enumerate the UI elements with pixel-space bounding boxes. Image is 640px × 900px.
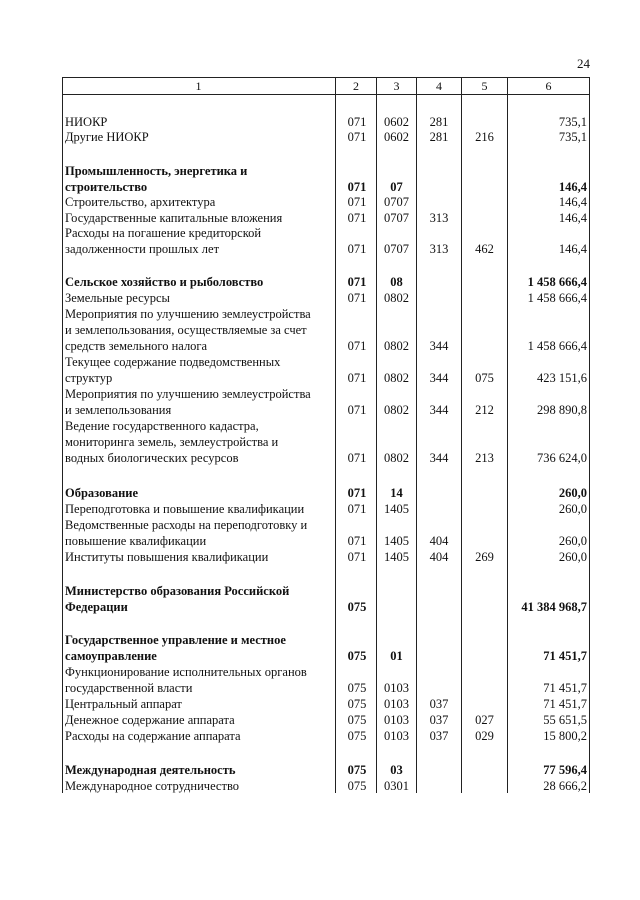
amount-value xyxy=(508,386,587,402)
col4-code xyxy=(417,225,461,241)
col5-code xyxy=(462,225,507,241)
col4-code: 344 xyxy=(429,451,449,465)
amount-value xyxy=(508,225,587,241)
col5-code xyxy=(462,194,507,210)
col2-code: 071 xyxy=(347,550,367,564)
amount-value: 71 451,7 xyxy=(543,649,587,663)
col5-code xyxy=(462,290,507,306)
table-row xyxy=(62,549,590,565)
col3-code xyxy=(377,322,416,338)
amount-value: 423 151,6 xyxy=(537,371,587,385)
row-label: Переподготовка и повышение квалификации xyxy=(65,502,305,516)
col4-code xyxy=(417,386,461,402)
col3-code: 0802 xyxy=(384,371,409,385)
col2-code xyxy=(338,354,376,370)
amount-value: 146,4 xyxy=(558,211,587,225)
col5-code xyxy=(462,762,507,778)
col2-code xyxy=(338,583,376,599)
column-header-6: 6 xyxy=(545,79,552,93)
col2-code xyxy=(338,322,376,338)
col3-code xyxy=(377,583,416,599)
col3-code: 03 xyxy=(390,763,403,777)
amount-value: 260,0 xyxy=(558,502,587,516)
table-row xyxy=(62,370,590,386)
amount-value: 1 458 666,4 xyxy=(527,291,587,305)
col4-code xyxy=(417,501,461,517)
amount-value: 71 451,7 xyxy=(543,681,587,695)
col3-code: 0707 xyxy=(384,211,409,225)
col5-code: 216 xyxy=(475,130,494,144)
table-row xyxy=(62,599,590,615)
row-label: Ведение государственного кадастра, xyxy=(65,419,259,433)
amount-value: 146,4 xyxy=(558,180,587,194)
row-label: и землепользования, осуществляемые за счет xyxy=(65,323,307,337)
col4-code: 344 xyxy=(429,403,449,417)
col2-code: 071 xyxy=(347,211,367,225)
col5-code xyxy=(462,210,507,226)
col2-code: 075 xyxy=(347,729,367,743)
col5-code xyxy=(462,648,507,664)
row-label: Мероприятия по улучшению землеустройства xyxy=(65,387,311,401)
col4-code xyxy=(417,306,461,322)
amount-value: 1 458 666,4 xyxy=(527,275,587,289)
col5-code xyxy=(462,306,507,322)
amount-value xyxy=(508,306,587,322)
col5-code xyxy=(462,179,507,195)
col4-code: 281 xyxy=(429,130,449,144)
table-row xyxy=(62,129,590,145)
amount-value xyxy=(508,632,587,648)
amount-value: 15 800,2 xyxy=(543,729,587,743)
row-label: Функционирование исполнительных органов xyxy=(65,665,307,679)
col4-code xyxy=(417,778,461,794)
row-label: мониторинга земель, землеустройства и xyxy=(65,435,279,449)
row-label: Промышленность, энергетика и xyxy=(65,164,248,178)
col4-code xyxy=(417,648,461,664)
col2-code: 071 xyxy=(347,275,367,289)
col2-code xyxy=(338,163,376,179)
col4-code: 344 xyxy=(429,371,449,385)
amount-value: 28 666,2 xyxy=(543,779,587,793)
col2-code: 071 xyxy=(347,534,367,548)
table-header xyxy=(62,77,590,95)
table-row xyxy=(62,517,590,533)
amount-value: 146,4 xyxy=(558,195,587,209)
col4-code xyxy=(417,485,461,501)
table-row xyxy=(62,418,590,434)
page-number: 24 xyxy=(577,56,590,71)
col4-code xyxy=(417,434,461,450)
table-row xyxy=(62,696,590,712)
table-row xyxy=(62,290,590,306)
col3-code: 1405 xyxy=(384,550,409,564)
col3-code: 0802 xyxy=(384,291,409,305)
col2-code: 071 xyxy=(347,486,367,500)
col3-code: 1405 xyxy=(384,534,409,548)
table-row xyxy=(62,434,590,450)
amount-value xyxy=(508,354,587,370)
row-label: Государственные капитальные вложения xyxy=(65,211,283,225)
table-row xyxy=(62,274,590,290)
col3-code xyxy=(377,354,416,370)
col5-code: 029 xyxy=(475,729,494,743)
col4-code: 404 xyxy=(429,534,449,548)
col2-code: 071 xyxy=(347,502,367,516)
row-label: Денежное содержание аппарата xyxy=(65,713,235,727)
col5-code xyxy=(462,533,507,549)
table-row xyxy=(62,225,590,241)
col4-code: 281 xyxy=(429,115,449,129)
row-label: Государственное управление и местное xyxy=(65,633,286,647)
amount-value xyxy=(508,664,587,680)
amount-value: 298 890,8 xyxy=(537,403,587,417)
row-label: водных биологических ресурсов xyxy=(65,451,239,465)
col5-code xyxy=(462,163,507,179)
budget-table xyxy=(62,77,590,793)
col5-code xyxy=(462,434,507,450)
col2-code: 071 xyxy=(347,195,367,209)
col4-code xyxy=(417,632,461,648)
column-header-2: 2 xyxy=(353,79,359,93)
col3-code: 0301 xyxy=(384,779,409,793)
col3-code xyxy=(377,306,416,322)
row-label: Международная деятельность xyxy=(65,763,236,777)
amount-value xyxy=(508,163,587,179)
col3-code xyxy=(377,418,416,434)
col4-code xyxy=(417,762,461,778)
row-label: и землепользования xyxy=(65,403,172,417)
table-row xyxy=(62,386,590,402)
table-row xyxy=(62,712,590,728)
table-row xyxy=(62,450,590,466)
col5-code xyxy=(462,338,507,354)
col5-code xyxy=(462,664,507,680)
amount-value: 71 451,7 xyxy=(543,697,587,711)
col4-code xyxy=(417,418,461,434)
col3-code xyxy=(377,599,416,615)
col5-code xyxy=(462,680,507,696)
col5-code xyxy=(462,599,507,615)
col2-code: 071 xyxy=(347,403,367,417)
amount-value: 55 651,5 xyxy=(543,713,587,727)
column-header-5: 5 xyxy=(481,79,488,93)
amount-value xyxy=(508,517,587,533)
col2-code xyxy=(338,664,376,680)
table-row xyxy=(62,306,590,322)
col4-code: 037 xyxy=(429,713,449,727)
amount-value: 260,0 xyxy=(558,550,587,564)
amount-value: 260,0 xyxy=(558,534,587,548)
row-label: структур xyxy=(65,371,113,385)
col2-code: 075 xyxy=(347,763,367,777)
col5-code xyxy=(462,386,507,402)
col3-code: 14 xyxy=(390,486,403,500)
col5-code xyxy=(462,517,507,533)
row-label: повышение квалификации xyxy=(65,534,207,548)
col2-code xyxy=(338,434,376,450)
col4-code: 313 xyxy=(429,242,449,256)
col3-code xyxy=(377,434,416,450)
col4-code xyxy=(417,194,461,210)
col3-code: 0802 xyxy=(384,339,409,353)
col3-code: 0602 xyxy=(384,130,409,144)
col5-code: 462 xyxy=(475,242,494,256)
col2-code: 075 xyxy=(347,779,367,793)
col3-code xyxy=(377,632,416,648)
table-row xyxy=(62,762,590,778)
col5-code xyxy=(462,583,507,599)
col3-code xyxy=(377,664,416,680)
col5-code: 075 xyxy=(475,371,494,385)
amount-value: 77 596,4 xyxy=(543,763,587,777)
col3-code: 1405 xyxy=(384,502,409,516)
row-label: Ведомственные расходы на переподготовку и xyxy=(65,518,308,532)
col5-code xyxy=(462,274,507,290)
col3-code: 0802 xyxy=(384,403,409,417)
col2-code: 075 xyxy=(347,681,367,695)
row-label: Мероприятия по улучшению землеустройства xyxy=(65,307,311,321)
table-row xyxy=(62,485,590,501)
row-label: Другие НИОКР xyxy=(65,130,149,144)
row-label: Центральный аппарат xyxy=(65,697,182,711)
col2-code xyxy=(338,517,376,533)
table-row xyxy=(62,241,590,257)
col4-code xyxy=(417,290,461,306)
amount-value: 1 458 666,4 xyxy=(527,339,587,353)
col5-code: 027 xyxy=(475,713,494,727)
col5-code xyxy=(462,322,507,338)
table-row xyxy=(62,354,590,370)
table-row xyxy=(62,114,590,130)
row-label: Сельское хозяйство и рыболовство xyxy=(65,275,264,289)
col2-code: 071 xyxy=(347,130,367,144)
row-label: Расходы на содержание аппарата xyxy=(65,729,241,743)
col5-code xyxy=(462,501,507,517)
table-row xyxy=(62,338,590,354)
amount-value: 41 384 968,7 xyxy=(521,600,587,614)
row-label: самоуправление xyxy=(65,649,157,663)
col2-code: 071 xyxy=(347,180,367,194)
col4-code: 404 xyxy=(429,550,449,564)
col5-code xyxy=(462,485,507,501)
col3-code: 0103 xyxy=(384,729,409,743)
col3-code xyxy=(377,517,416,533)
col2-code: 071 xyxy=(347,451,367,465)
row-label: Текущее содержание подведомственных xyxy=(65,355,281,369)
col3-code: 0707 xyxy=(384,242,409,256)
amount-value xyxy=(508,418,587,434)
amount-value: 260,0 xyxy=(558,486,587,500)
table-row xyxy=(62,501,590,517)
row-label: Строительство, архитектура xyxy=(65,195,216,209)
table-row xyxy=(62,179,590,195)
row-label: Министерство образования Российской xyxy=(65,584,290,598)
col4-code xyxy=(417,179,461,195)
col2-code: 075 xyxy=(347,697,367,711)
table-row xyxy=(62,632,590,648)
col3-code xyxy=(377,163,416,179)
table-row xyxy=(62,402,590,418)
col2-code: 071 xyxy=(347,242,367,256)
col5-code xyxy=(462,354,507,370)
amount-value xyxy=(508,583,587,599)
amount-value: 146,4 xyxy=(558,242,587,256)
col4-code xyxy=(417,274,461,290)
col2-code: 071 xyxy=(347,115,367,129)
col4-code: 037 xyxy=(429,729,449,743)
col2-code xyxy=(338,418,376,434)
col2-code: 075 xyxy=(347,600,367,614)
column-header-1: 1 xyxy=(195,79,202,93)
col2-code: 071 xyxy=(347,291,367,305)
col4-code xyxy=(417,680,461,696)
table-row xyxy=(62,778,590,794)
row-label: средств земельного налога xyxy=(65,339,208,353)
col3-code: 08 xyxy=(390,275,403,289)
row-label: Земельные ресурсы xyxy=(65,291,170,305)
col4-code xyxy=(417,517,461,533)
table-row xyxy=(62,664,590,680)
col5-code: 213 xyxy=(475,451,494,465)
row-label: Расходы на погашение кредиторской xyxy=(65,226,262,240)
col5-code: 212 xyxy=(475,403,494,417)
col3-code: 0103 xyxy=(384,697,409,711)
amount-value: 735,1 xyxy=(558,115,587,129)
row-label: НИОКР xyxy=(65,115,108,129)
table-row xyxy=(62,210,590,226)
col3-code: 0707 xyxy=(384,195,409,209)
amount-value xyxy=(508,322,587,338)
col4-code: 313 xyxy=(429,211,449,225)
table-row xyxy=(62,322,590,338)
col4-code xyxy=(417,354,461,370)
col4-code xyxy=(417,599,461,615)
table-row xyxy=(62,194,590,210)
col5-code xyxy=(462,632,507,648)
row-label: государственной власти xyxy=(65,681,193,695)
col3-code: 0103 xyxy=(384,713,409,727)
col5-code xyxy=(462,696,507,712)
col3-code: 01 xyxy=(390,649,403,663)
table-row xyxy=(62,648,590,664)
table-row xyxy=(62,583,590,599)
col5-code xyxy=(462,418,507,434)
col2-code: 071 xyxy=(347,371,367,385)
col2-code xyxy=(338,306,376,322)
col3-code: 0802 xyxy=(384,451,409,465)
col3-code xyxy=(377,225,416,241)
col3-code: 0103 xyxy=(384,681,409,695)
col2-code xyxy=(338,225,376,241)
row-label: Международное сотрудничество xyxy=(65,779,240,793)
row-label: Институты повышения квалификации xyxy=(65,550,269,564)
col4-code xyxy=(417,163,461,179)
column-header-4: 4 xyxy=(436,79,442,93)
amount-value xyxy=(508,434,587,450)
col3-code: 07 xyxy=(390,180,403,194)
table-row xyxy=(62,728,590,744)
col5-code xyxy=(462,778,507,794)
row-label: задолженности прошлых лет xyxy=(65,242,220,256)
col4-code: 344 xyxy=(429,339,449,353)
col2-code: 075 xyxy=(347,713,367,727)
amount-value: 735,1 xyxy=(558,130,587,144)
table-row xyxy=(62,680,590,696)
col3-code: 0602 xyxy=(384,115,409,129)
col2-code: 075 xyxy=(347,649,367,663)
amount-value: 736 624,0 xyxy=(537,451,587,465)
column-header-3: 3 xyxy=(393,79,400,93)
col4-code xyxy=(417,664,461,680)
col4-code: 037 xyxy=(429,697,449,711)
col3-code xyxy=(377,386,416,402)
col4-code xyxy=(417,583,461,599)
table-row xyxy=(62,533,590,549)
col4-code xyxy=(417,322,461,338)
row-label: Федерации xyxy=(65,600,128,614)
row-label: строительство xyxy=(65,180,148,194)
col2-code: 071 xyxy=(347,339,367,353)
col2-code xyxy=(338,386,376,402)
col5-code xyxy=(462,114,507,130)
table-row xyxy=(62,163,590,179)
col5-code: 269 xyxy=(475,550,494,564)
col2-code xyxy=(338,632,376,648)
row-label: Образование xyxy=(65,486,139,500)
